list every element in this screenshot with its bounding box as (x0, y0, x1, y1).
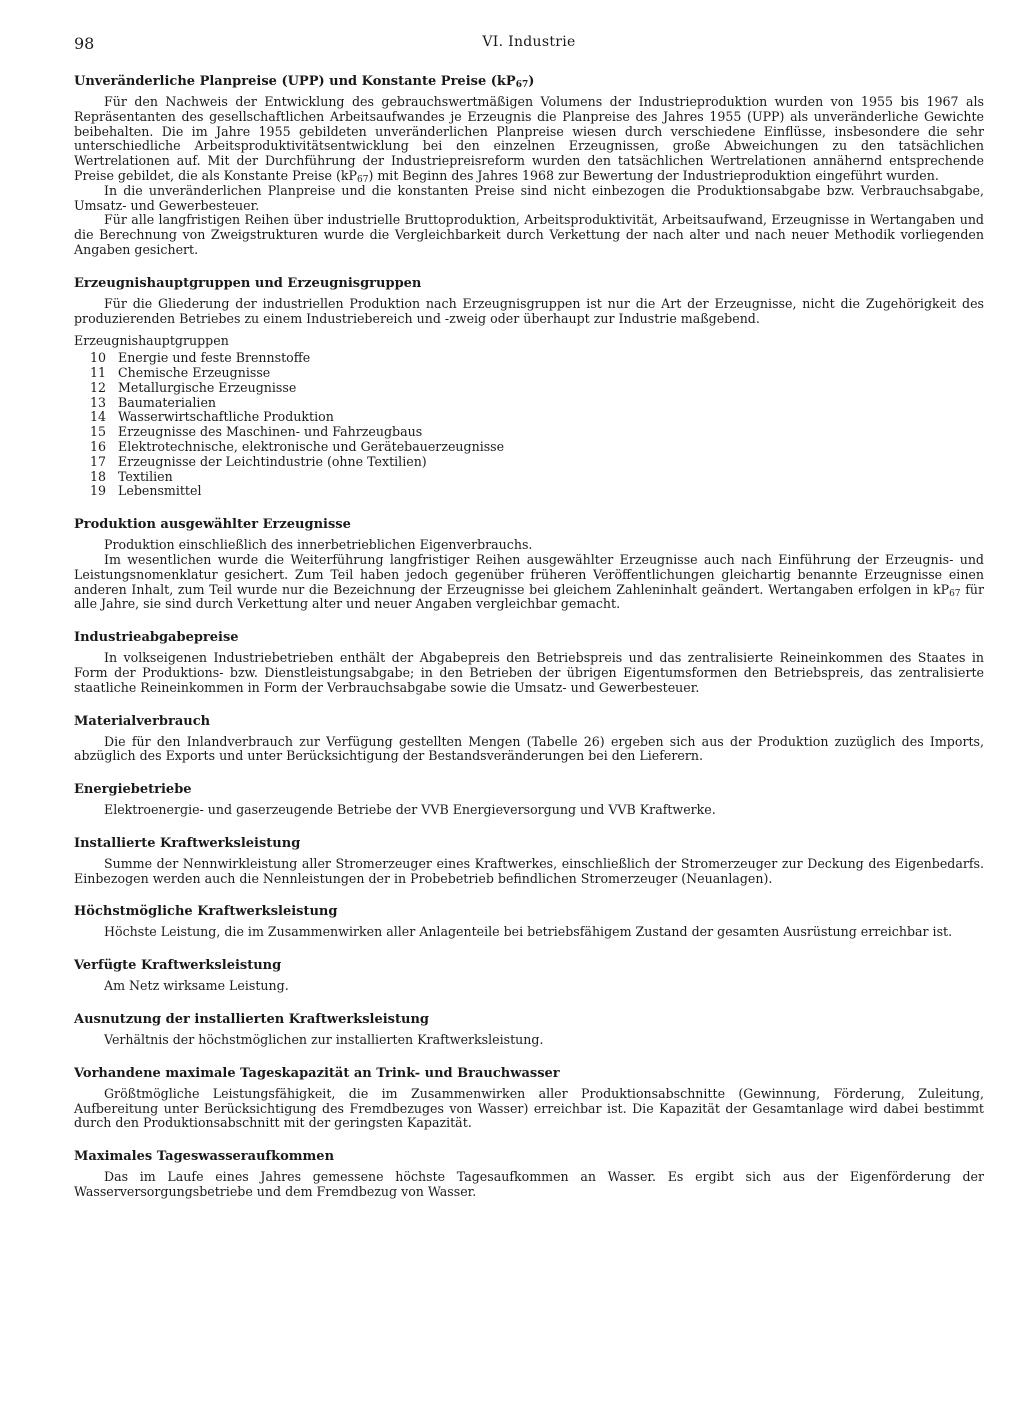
paragraph: Für alle langfristigen Reihen über industrielle Bruttoproduktion, Arbeitsproduktivität, Arbeitsaufwand, Erzeugnisse in Wertangaben und die Berechnung von Zweigstrukturen wurde die Vergleichbarkeit durch Verkettung der nach alter und nach neuer Methodik vorliegenden Angaben gesichert. (74, 212, 984, 257)
paragraph: Verhältnis der höchstmöglichen zur installierten Kraftwerksleistung. (104, 1032, 544, 1048)
paragraph: Größtmögliche Leistungsfähigkeit, die im Zusammenwirken aller Produktionsabschnitte (Gewinnung, Förderung, Zuleitung, Aufbereitung unter Berücksichtigung des Fremdbezuges von Wasser) erreichbar ist. Die Kapazität der Gesamtanlage wird dabei bestimmt durch den Produktionsabschnitt mit der geringsten Kapazität. (74, 1085, 984, 1131)
section-heading: Unveränderliche Planpreise (UPP) und Konstante Preise $(kP_{67})$ (74, 74, 535, 90)
section-hoechstmoegliche-leistung (74, 904, 984, 940)
group-name: Chemische Erzeugnisse (118, 364, 271, 380)
list-item (74, 455, 984, 470)
product-group-list (74, 351, 984, 499)
section-materialverbrauch (74, 714, 984, 765)
list-item (74, 410, 984, 425)
group-code: 14 (89, 409, 106, 425)
group-name: Energie und feste Brennstoffe (118, 350, 311, 366)
section-heading: Verfügte Kraftwerksleistung (74, 958, 282, 974)
section-tageswasseraufkommen (74, 1149, 984, 1200)
paragraph: Summe der Nennwirkleistung aller Stromerzeuger eines Kraftwerkes, einschließlich der Stromerzeuger zur Deckung des Eigenbedarfs. Einbezogen werden auch die Nennleistungen der in Probebetrieb befindlichen Stromerzeuger (Neuanlagen). (74, 855, 984, 886)
section-heading: Materialverbrauch (74, 713, 211, 729)
section-heading: Erzeugnishauptgruppen und Erzeugnisgruppen (74, 275, 422, 291)
group-name: Wasserwirtschaftliche Produktion (118, 409, 334, 425)
group-name: Baumaterialien (118, 394, 217, 410)
section-heading: Installierte Kraftwerksleistung (74, 835, 301, 851)
group-code: 13 (89, 394, 106, 410)
group-name: Metallurgische Erzeugnisse (118, 379, 297, 395)
list-item (74, 381, 984, 396)
paragraph: Für die Gliederung der industriellen Produktion nach Erzeugnisgruppen ist nur die Art der Erzeugnisse, nicht die Zugehörigkeit des produzierenden Betriebes zu einem Industriebereich und -zweig oder überhaupt zur Industrie maßgebend. (74, 295, 984, 326)
list-item (74, 366, 984, 381)
section-produktion (74, 517, 984, 612)
page-number: 98 (74, 34, 95, 53)
group-name: Textilien (118, 468, 173, 484)
section-tageskapazitaet (74, 1066, 984, 1131)
group-name: Erzeugnisse des Maschinen- und Fahrzeugbaus (118, 424, 423, 440)
page-content (74, 74, 984, 1218)
group-code: 12 (89, 379, 106, 395)
section-abgabepreise (74, 630, 984, 695)
paragraph: Höchste Leistung, die im Zusammenwirken aller Anlagenteile bei betriebsfähigem Zustand der gesamten Ausrüstung erreichbar ist. (104, 924, 953, 940)
paragraph: Im wesentlichen wurde die Weiterführung langfristiger Reihen ausgewählter Erzeugnisse auch nach Einführung der Erzeugnis- und Leistungsnomenklatur gesichert. Zum Teil haben jedoch gegenüber früheren Veröffentlichungen gleichartig benannte Erzeugnisse einen anderen Inhalt, zum Teil wurde nur die Bezeichnung der Erzeugnisse bei gleichem Zahleninhalt geändert. Wertangaben erfolgen in $kP_{67}$ für alle Jahre, sie sind durch Verkettung alter und neuer Angaben vergleichbar gemacht. (74, 551, 984, 612)
section-heading: Ausnutzung der installierten Kraftwerksleistung (74, 1012, 429, 1028)
paragraph: Am Netz wirksame Leistung. (104, 978, 289, 994)
list-item (74, 396, 984, 411)
group-name: Elektrotechnische, elektronische und Gerätebauerzeugnisse (118, 438, 505, 454)
paragraph: Elektroenergie- und gaserzeugende Betriebe der VVB Energieversorgung und VVB Kraftwerke. (104, 802, 716, 818)
section-heading: Höchstmögliche Kraftwerksleistung (74, 904, 338, 920)
group-code: 15 (89, 424, 106, 440)
list-item (74, 470, 984, 485)
section-energiebetriebe (74, 782, 984, 818)
paragraph: Produktion einschließlich des innerbetrieblichen Eigenverbrauchs. (104, 537, 533, 553)
group-code: 19 (89, 483, 106, 499)
group-code: 10 (89, 350, 106, 366)
section-heading: Industrieabgabepreise (74, 630, 239, 646)
list-item (74, 440, 984, 455)
group-code: 16 (89, 438, 106, 454)
section-heading: Energiebetriebe (74, 782, 192, 798)
group-code: 17 (89, 453, 106, 469)
list-item (74, 425, 984, 440)
group-code: 18 (89, 468, 106, 484)
section-verfuegte-leistung (74, 958, 984, 994)
section-installierte-leistung (74, 836, 984, 887)
paragraph: In volkseigenen Industriebetrieben enthält der Abgabepreis den Betriebspreis und das zentralisierte Reineinkommen des Staates in Form der Produktions- bzw. Dienstleistungsabgabe; in den Betrieben der übrigen Eigentumsformen den Betriebspreis, das zentralisierte staatliche Reineinkommen in Form der Verbrauchsabgabe sowie die Umsatz- und Gewerbesteuer. (74, 650, 984, 695)
paragraph: Die für den Inlandverbrauch zur Verfügung gestellten Mengen (Tabelle 26) ergeben sich aus der Produktion zuzüglich des Imports, abzüglich des Exports und unter Berücksichtigung der Bestandsveränderungen bei den Lieferern. (74, 733, 984, 764)
section-heading: Produktion ausgewählter Erzeugnisse (74, 517, 351, 533)
group-name: Lebensmittel (118, 483, 202, 499)
group-code: 11 (89, 364, 106, 380)
paragraph: In die unveränderlichen Planpreise und die konstanten Preise sind nicht einbezogen die Produktionsabgabe bzw. Verbrauchsabgabe, Umsatz- und Gewerbesteuer. (74, 182, 984, 213)
groups-title: Erzeugnishauptgruppen (74, 333, 229, 349)
list-item (74, 484, 984, 499)
section-erzeugnisgruppen (74, 276, 984, 499)
paragraph: Für den Nachweis der Entwicklung des gebrauchswertmäßigen Volumens der Industrieproduktion wurden von 1955 bis 1967 als Repräsentanten des gesellschaftlichen Arbeitsaufwandes je Erzeugnis die Planpreise des Jahres 1955 (UPP) als unveränderliche Gewichte beibehalten. Die im Jahre 1955 gebildeten unveränderlichen Planpreise wiesen durch verschiedene Einflüsse, insbesondere die sehr unterschiedliche Arbeitsproduktivitätsentwicklung bei den einzelnen Erzeugnissen, große Abweichungen zu den tatsächlichen Wertrelationen auf. Mit der Durchführung der Industriepreisreform wurden den tatsächlichen Wertrelationen annähernd entsprechende Preise gebildet, die als Konstante Preise $(kP_{67})$ mit Beginn des Jahres 1968 zur Bewertung der Industrieproduktion eingeführt wurden. (74, 94, 984, 185)
page-header (74, 34, 984, 56)
group-name: Erzeugnisse der Leichtindustrie (ohne Textilien) (118, 453, 427, 469)
section-upp (74, 74, 984, 258)
section-heading: Vorhandene maximale Tageskapazität an Trink- und Brauchwasser (74, 1065, 560, 1081)
list-item (74, 351, 984, 366)
running-head: VI. Industrie (482, 34, 576, 50)
paragraph: Das im Laufe eines Jahres gemessene höchste Tagesaufkommen an Wasser. Es ergibt sich aus der Eigenförderung der Wasserversorgungsbetriebe und dem Fremdbezug von Wasser. (74, 1169, 984, 1200)
section-ausnutzung (74, 1012, 984, 1048)
section-heading: Maximales Tageswasseraufkommen (74, 1149, 335, 1165)
